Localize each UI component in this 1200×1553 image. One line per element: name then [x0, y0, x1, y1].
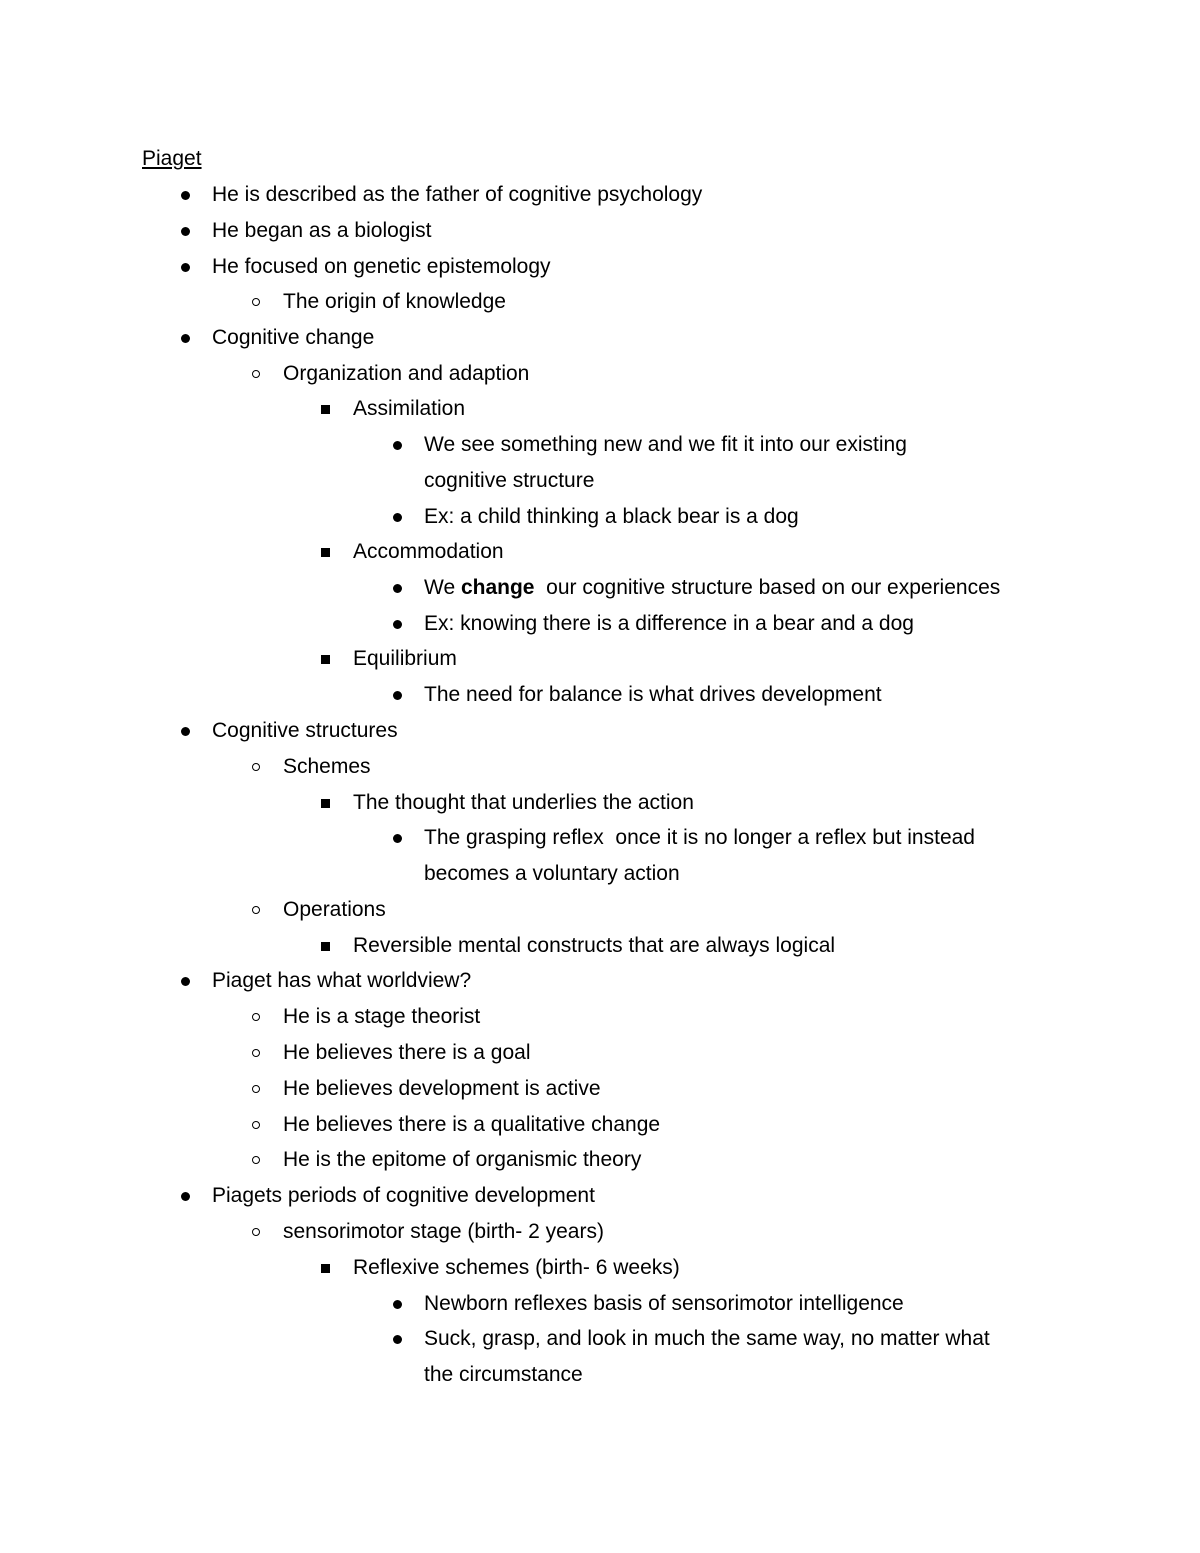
list-item	[0, 1142, 1200, 1178]
list-item	[0, 534, 1200, 570]
list-item	[0, 249, 1200, 285]
circle-bullet-icon	[249, 1214, 263, 1250]
list-item	[0, 391, 1200, 427]
list-item-text: The grasping reflex once it is no longer a reflex but instead	[424, 826, 975, 849]
list-item	[0, 427, 1200, 463]
list-item-continuation: cognitive structure	[424, 469, 595, 492]
list-item-text: Equilibrium	[353, 647, 457, 670]
list-item-text	[424, 570, 1000, 606]
disc-bullet-icon	[178, 963, 192, 999]
text-run: We	[424, 576, 461, 599]
list-item-text: The need for balance is what drives development	[424, 683, 882, 706]
disc-bullet-icon	[390, 1286, 404, 1322]
list-item	[0, 499, 1200, 535]
list-item-continuation: the circumstance	[424, 1363, 583, 1386]
disc-bullet-icon	[178, 1178, 192, 1214]
text-run: our cognitive structure based on our experiences	[534, 576, 1001, 599]
list-item-text: Suck, grasp, and look in much the same way, no matter what	[424, 1327, 990, 1350]
list-item	[0, 1214, 1200, 1250]
square-bullet-icon	[318, 534, 332, 570]
circle-bullet-icon	[249, 356, 263, 392]
list-item-text: Reflexive schemes (birth- 6 weeks)	[353, 1256, 680, 1279]
list-item-text: He began as a biologist	[212, 219, 432, 242]
square-bullet-icon	[318, 1250, 332, 1286]
list-item	[0, 713, 1200, 749]
list-item-continuation: becomes a voluntary action	[424, 862, 680, 885]
list-item-text: Piaget has what worldview?	[212, 969, 472, 992]
square-bullet-icon	[318, 785, 332, 821]
circle-bullet-icon	[249, 749, 263, 785]
list-item-text: Reversible mental constructs that are always logical	[353, 934, 836, 957]
disc-bullet-icon	[390, 1321, 404, 1357]
list-item	[0, 892, 1200, 928]
list-item	[0, 999, 1200, 1035]
list-item-text: Accommodation	[353, 540, 504, 563]
list-item-text: Ex: a child thinking a black bear is a dog	[424, 505, 799, 528]
list-item	[0, 177, 1200, 213]
circle-bullet-icon	[249, 999, 263, 1035]
list-item	[0, 213, 1200, 249]
list-item	[0, 749, 1200, 785]
list-item-text: Operations	[283, 898, 386, 921]
list-item	[0, 320, 1200, 356]
disc-bullet-icon	[178, 713, 192, 749]
list-item-text: Ex: knowing there is a difference in a bear and a dog	[424, 612, 914, 635]
disc-bullet-icon	[390, 606, 404, 642]
circle-bullet-icon	[249, 892, 263, 928]
list-item	[0, 1071, 1200, 1107]
list-item-text: He focused on genetic epistemology	[212, 255, 551, 278]
list-item	[0, 928, 1200, 964]
list-item-text: Cognitive change	[212, 326, 375, 349]
list-item-text: Newborn reflexes basis of sensorimotor intelligence	[424, 1292, 904, 1315]
list-item-text: Piagets periods of cognitive development	[212, 1184, 595, 1207]
list-item-text: Organization and adaption	[283, 362, 530, 385]
list-item	[0, 677, 1200, 713]
square-bullet-icon	[318, 641, 332, 677]
list-item-text: We see something new and we fit it into our existing	[424, 433, 907, 456]
list-item-text: Schemes	[283, 755, 371, 778]
list-item-text: He believes there is a qualitative change	[283, 1113, 661, 1136]
square-bullet-icon	[318, 391, 332, 427]
circle-bullet-icon	[249, 1107, 263, 1143]
circle-bullet-icon	[249, 284, 263, 320]
list-item-text: Assimilation	[353, 397, 466, 420]
disc-bullet-icon	[390, 427, 404, 463]
disc-bullet-icon	[390, 820, 404, 856]
list-item	[0, 1286, 1200, 1322]
list-item	[0, 1178, 1200, 1214]
list-item-text: He is described as the father of cognitive psychology	[212, 183, 703, 206]
list-item	[0, 570, 1200, 606]
list-item-text: He is the epitome of organismic theory	[283, 1148, 642, 1171]
disc-bullet-icon	[178, 213, 192, 249]
list-item	[0, 606, 1200, 642]
disc-bullet-icon	[178, 177, 192, 213]
list-item-text: sensorimotor stage (birth- 2 years)	[283, 1220, 604, 1243]
list-item	[0, 356, 1200, 392]
square-bullet-icon	[318, 928, 332, 964]
list-item	[0, 785, 1200, 821]
circle-bullet-icon	[249, 1035, 263, 1071]
list-item-text: The thought that underlies the action	[353, 791, 694, 814]
list-item-text: He is a stage theorist	[283, 1005, 481, 1028]
list-item	[0, 1035, 1200, 1071]
list-item-text: The origin of knowledge	[283, 290, 506, 313]
disc-bullet-icon	[178, 249, 192, 285]
disc-bullet-icon	[390, 570, 404, 606]
list-item	[0, 820, 1200, 856]
list-item	[0, 1321, 1200, 1357]
disc-bullet-icon	[390, 677, 404, 713]
disc-bullet-icon	[178, 320, 192, 356]
bold-term: change	[460, 576, 535, 599]
list-item	[0, 1107, 1200, 1143]
circle-bullet-icon	[249, 1071, 263, 1107]
page-title: Piaget	[142, 147, 202, 170]
list-item	[0, 641, 1200, 677]
list-item	[0, 284, 1200, 320]
list-item-text: Cognitive structures	[212, 719, 398, 742]
disc-bullet-icon	[390, 499, 404, 535]
circle-bullet-icon	[249, 1142, 263, 1178]
list-item-text: He believes development is active	[283, 1077, 601, 1100]
list-item-text: He believes there is a goal	[283, 1041, 531, 1064]
list-item	[0, 1250, 1200, 1286]
list-item	[0, 963, 1200, 999]
